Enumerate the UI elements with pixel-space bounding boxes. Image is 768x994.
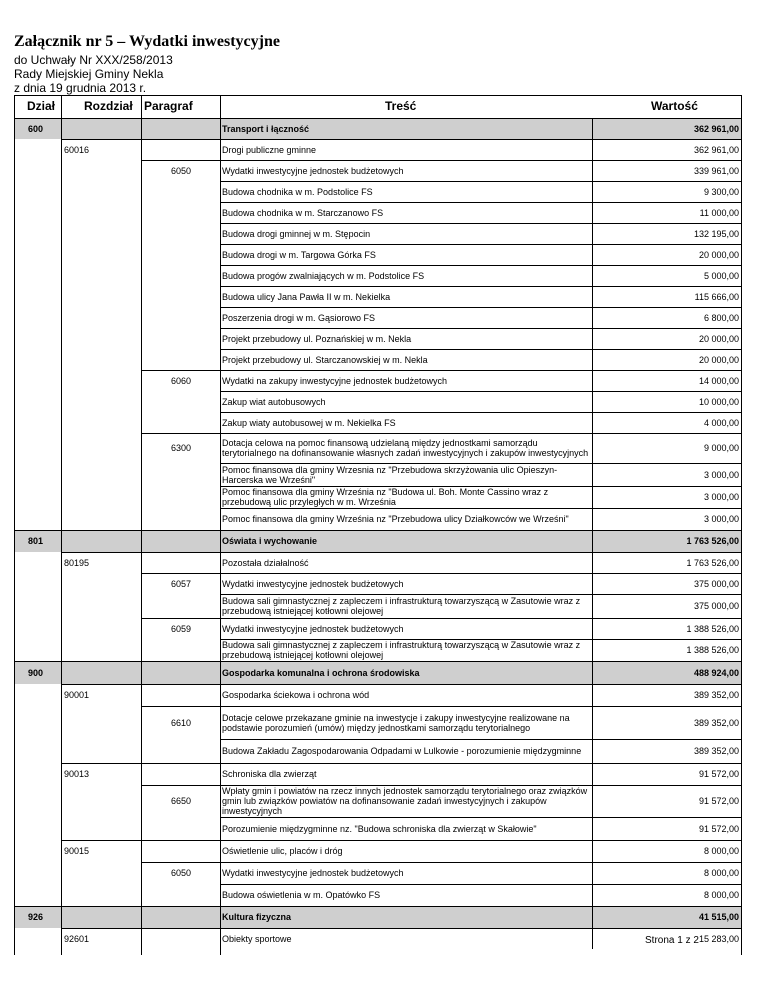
table-row	[61, 139, 741, 160]
row-description: Porozumienie międzygminne nz. "Budowa schroniska dla zwierząt w Skałowie"	[222, 823, 537, 834]
table-row	[171, 618, 741, 639]
row-description: Budowa chodnika w m. Podstolice FS	[222, 186, 373, 197]
grid-line-vertical	[592, 286, 593, 307]
row-amount: 488 924,00	[693, 667, 739, 678]
table-row	[220, 307, 741, 328]
grid-line-horizontal	[220, 884, 741, 885]
row-description: Wpłaty gmin i powiatów na rzecz innych jednostek samorządu terytorialnego oraz związków gmin lub związków powiatów na dofinansowanie zadań inwestycyjnych i zakupów inwestycyjnych	[222, 786, 588, 816]
table-row	[220, 265, 741, 286]
row-description: Zakup wiaty autobusowej w m. Nekielka FS	[222, 417, 396, 428]
grid-line-horizontal	[14, 530, 741, 531]
grid-line-vertical	[61, 95, 62, 955]
grid-line-horizontal	[141, 785, 741, 786]
grid-line-horizontal	[220, 181, 741, 182]
grid-line-vertical	[592, 661, 593, 684]
row-code: 6057	[171, 578, 192, 589]
row-description: Projekt przebudowy ul. Poznańskiej w m. Nekla	[222, 333, 412, 344]
grid-line-vertical	[592, 785, 593, 817]
table-row	[220, 223, 741, 244]
grid-line-vertical	[592, 706, 593, 739]
row-amount: 41 515,00	[698, 912, 739, 922]
row-description: Wydatki inwestycyjne jednostek budżetowych	[222, 578, 404, 589]
grid-line-horizontal	[220, 739, 741, 740]
row-description: Gospodarka ściekowa i ochrona wód	[222, 690, 370, 700]
grid-line-vertical	[592, 202, 593, 223]
grid-line-vertical	[592, 840, 593, 862]
table-row	[220, 349, 741, 370]
row-amount: 6 800,00	[703, 312, 739, 323]
table-row	[61, 928, 741, 949]
grid-line-horizontal	[14, 906, 741, 907]
row-amount: 1 763 526,00	[686, 536, 739, 546]
grid-line-horizontal	[61, 763, 741, 764]
row-code: 926	[28, 912, 44, 922]
grid-line-vertical	[592, 349, 593, 370]
row-description: Schroniska dla zwierząt	[222, 769, 317, 779]
row-amount: 20 000,00	[698, 333, 739, 344]
grid-line-horizontal	[61, 552, 741, 553]
row-description: Oświetlenie ulic, placów i dróg	[222, 846, 343, 856]
grid-line-vertical	[220, 95, 221, 955]
row-amount: 1 763 526,00	[686, 557, 739, 568]
grid-line-vertical	[14, 95, 15, 955]
row-description: Pomoc finansowa dla gminy Września nz "Przebudowa ulicy Działkowców we Wrześni"	[222, 514, 569, 524]
grid-line-horizontal	[61, 684, 741, 685]
grid-line-horizontal	[61, 928, 741, 929]
grid-line-vertical	[592, 552, 593, 573]
table-row	[220, 244, 741, 265]
grid-line-vertical	[592, 573, 593, 594]
table-row	[220, 328, 741, 349]
grid-line-vertical	[592, 223, 593, 244]
document-title: Załącznik nr 5 – Wydatki inwestycyjne	[14, 33, 280, 50]
row-amount: 3 000,00	[703, 469, 739, 480]
table-row-dzial	[14, 530, 741, 552]
row-amount: 10 000,00	[698, 396, 739, 407]
row-amount: 20 000,00	[698, 249, 739, 260]
row-description: Oświata i wychowanie	[222, 536, 318, 546]
grid-line-horizontal	[220, 265, 741, 266]
row-code: 80195	[64, 557, 90, 568]
row-amount: 362 961,00	[693, 144, 739, 155]
row-description: Budowa oświetlenia w m. Opatówko FS	[222, 890, 381, 900]
row-amount: 11 000,00	[699, 207, 739, 218]
grid-line-horizontal	[220, 307, 741, 308]
table-row	[220, 202, 741, 223]
row-code: 6650	[171, 796, 192, 806]
row-description: Budowa ulicy Jana Pawła II w m. Nekielka	[222, 291, 391, 302]
grid-line-vertical	[592, 463, 593, 486]
row-amount: 91 572,00	[698, 823, 739, 834]
table-header	[14, 95, 741, 120]
row-amount: 375 000,00	[693, 578, 739, 589]
row-description: Budowa drogi gminnej w m. Stępocin	[222, 228, 371, 239]
row-description: Kultura fizyczna	[222, 912, 292, 922]
row-amount: 115 666,00	[694, 291, 739, 302]
grid-line-vertical	[592, 884, 593, 906]
page-number: Strona 1 z 2	[645, 935, 699, 946]
row-description: Projekt przebudowy ul. Starczanowskiej w m. Nekla	[222, 354, 428, 365]
row-description: Pomoc finansowa dla gminy Września nz "Budowa ul. Boh. Monte Cassino wraz z przebudową ulic przyległych w m. Września	[222, 487, 549, 507]
grid-line-horizontal	[220, 328, 741, 329]
grid-line-vertical	[592, 618, 593, 639]
header-paragraf: Paragraf	[144, 99, 193, 113]
table-row	[171, 370, 741, 391]
row-amount: 339 961,00	[693, 165, 739, 176]
grid-line-vertical	[741, 95, 742, 955]
row-code: 600	[28, 123, 44, 134]
grid-line-horizontal	[141, 160, 741, 161]
row-amount: 375 000,00	[693, 601, 739, 611]
grid-line-horizontal	[220, 486, 741, 487]
grid-line-horizontal	[61, 840, 741, 841]
row-code: 6300	[171, 443, 192, 453]
table-row	[61, 684, 741, 706]
row-description: Poszerzenia drogi w m. Gąsiorowo FS	[222, 312, 376, 323]
table-row	[220, 412, 741, 433]
grid-line-horizontal	[220, 244, 741, 245]
table-row	[171, 573, 741, 594]
grid-line-horizontal	[220, 202, 741, 203]
row-description: Transport i łączność	[222, 123, 310, 134]
grid-line-horizontal	[141, 706, 741, 707]
row-amount: 3 000,00	[703, 492, 739, 502]
table-row	[220, 391, 741, 412]
grid-line-vertical	[592, 906, 593, 928]
subtitle-line-council: Rady Miejskiej Gminy Nekla	[14, 67, 164, 81]
document-subtitle	[14, 53, 173, 95]
grid-line-vertical	[592, 594, 593, 618]
header-tresc: Treść	[385, 99, 417, 113]
row-code: 90001	[64, 690, 90, 700]
grid-line-horizontal	[220, 391, 741, 392]
grid-line-horizontal	[220, 412, 741, 413]
row-code: 6050	[171, 165, 192, 176]
grid-line-horizontal	[61, 139, 741, 140]
row-description: Budowa Zakładu Zagospodarowania Odpadami w Lulkowie - porozumienie międzygminne	[222, 746, 582, 756]
row-code: 6060	[171, 375, 192, 386]
table-row	[61, 763, 741, 785]
grid-line-vertical	[592, 530, 593, 552]
grid-line-vertical	[592, 118, 593, 139]
grid-line-vertical	[592, 370, 593, 391]
grid-line-vertical	[592, 817, 593, 840]
grid-line-horizontal	[220, 286, 741, 287]
grid-line-vertical	[592, 433, 593, 463]
row-description: Wydatki inwestycyjne jednostek budżetowych	[222, 165, 404, 176]
row-description: Pomoc finansowa dla gminy Wrzesnia nz "Przebudowa skrzyżowania ulic Opieszyn-Harcerska we Wrześni"	[222, 464, 558, 485]
grid-line-horizontal	[220, 594, 741, 595]
grid-line-horizontal	[220, 349, 741, 350]
row-amount: 9 000,00	[703, 443, 739, 453]
row-amount: 20 000,00	[698, 354, 739, 365]
header-wartosc: Wartość	[651, 99, 698, 113]
table-row	[220, 817, 741, 840]
grid-line-vertical	[592, 486, 593, 508]
grid-line-vertical	[592, 391, 593, 412]
table-row-dzial	[14, 906, 741, 928]
grid-line-horizontal	[220, 463, 741, 464]
row-description: Dotacja celowa na pomoc finansową udzielaną między jednostkami samorządu terytorialnego na dofinansowanie własnych zadań inwestycyjnych i zakupów inwestycyjnych	[222, 438, 589, 458]
row-code: 801	[28, 536, 44, 546]
row-amount: 8 000,00	[703, 890, 739, 900]
row-code: 60016	[64, 144, 90, 155]
table-row	[220, 739, 741, 763]
grid-line-vertical	[592, 139, 593, 160]
table-row	[171, 785, 741, 817]
row-description: Budowa chodnika w m. Starczanowo FS	[222, 207, 384, 218]
row-amount: 9 300,00	[703, 186, 739, 197]
row-code: 900	[28, 667, 44, 678]
grid-line-horizontal	[14, 661, 741, 662]
table-row	[171, 862, 741, 884]
row-code: 90013	[64, 769, 90, 779]
row-amount: 91 572,00	[698, 769, 739, 779]
grid-line-horizontal	[220, 223, 741, 224]
grid-line-vertical	[592, 412, 593, 433]
table-row	[220, 486, 741, 508]
grid-line-horizontal	[141, 573, 741, 574]
table-row	[171, 433, 741, 463]
row-amount: 389 352,00	[693, 717, 739, 728]
row-description: Wydatki inwestycyjne jednostek budżetowych	[222, 868, 404, 878]
header-rozdzial: Rozdział	[84, 99, 133, 113]
row-description: Dotacje celowe przekazane gminie na inwestycje i zakupy inwestycyjne realizowane na podstawie porozumień (umów) między jednostkami samorządu terytorialnego	[222, 712, 570, 733]
table-row	[171, 706, 741, 739]
row-amount: 91 572,00	[698, 796, 739, 806]
header-dzial: Dział	[27, 99, 56, 113]
grid-line-vertical	[592, 328, 593, 349]
grid-line-horizontal	[141, 862, 741, 863]
row-amount: 1 388 526,00	[686, 623, 739, 634]
row-description: Gospodarka komunalna i ochrona środowiska	[222, 667, 420, 678]
table-row	[220, 463, 741, 486]
row-amount: 15 283,00	[698, 933, 739, 944]
row-description: Zakup wiat autobusowych	[222, 396, 326, 407]
table-row	[220, 884, 741, 906]
row-code: 92601	[64, 933, 90, 944]
row-amount: 132 195,00	[693, 228, 739, 239]
table-row	[61, 552, 741, 573]
grid-line-vertical	[592, 862, 593, 884]
grid-line-horizontal	[220, 508, 741, 509]
grid-line-horizontal	[141, 370, 741, 371]
table-row	[220, 286, 741, 307]
row-amount: 1 388 526,00	[686, 645, 739, 655]
grid-line-horizontal	[141, 433, 741, 434]
row-amount: 389 352,00	[693, 746, 739, 756]
grid-line-horizontal	[220, 639, 741, 640]
row-amount: 4 000,00	[703, 417, 739, 428]
grid-line-vertical	[592, 265, 593, 286]
grid-line-vertical	[592, 763, 593, 785]
table-row	[220, 181, 741, 202]
subtitle-line-resolution: do Uchwały Nr XXX/258/2013	[14, 53, 173, 67]
row-amount: 362 961,00	[693, 123, 739, 134]
row-amount: 8 000,00	[703, 868, 739, 878]
row-amount: 3 000,00	[703, 514, 739, 524]
row-amount: 5 000,00	[703, 270, 739, 281]
grid-line-horizontal	[220, 817, 741, 818]
row-amount: 389 352,00	[693, 690, 739, 700]
grid-line-horizontal	[141, 618, 741, 619]
row-description: Pozostała działalność	[222, 557, 309, 568]
grid-line-vertical	[592, 160, 593, 181]
row-code: 6059	[171, 623, 192, 634]
grid-line-vertical	[592, 739, 593, 763]
row-amount: 8 000,00	[703, 846, 739, 856]
row-description: Drogi publiczne gminne	[222, 144, 317, 155]
table-row	[61, 840, 741, 862]
grid-line-horizontal	[14, 118, 741, 119]
grid-line-vertical	[592, 181, 593, 202]
grid-line-vertical	[592, 639, 593, 661]
table-row	[220, 594, 741, 618]
row-description: Wydatki na zakupy inwestycyjne jednostek budżetowych	[222, 375, 448, 386]
row-code: 6610	[171, 717, 192, 728]
row-description: Budowa progów zwalniających w m. Podstolice FS	[222, 270, 425, 281]
row-description: Budowa sali gimnastycznej z zapleczem i infrastrukturą towarzyszącą w Zasutowie wraz z przebudową istniejącej kotłowni olejowej	[222, 640, 581, 660]
grid-line-vertical	[592, 684, 593, 706]
table-row	[171, 160, 741, 181]
row-code: 6050	[171, 868, 192, 878]
grid-line-vertical	[592, 508, 593, 530]
grid-line-vertical	[141, 95, 142, 955]
table-row	[220, 508, 741, 530]
subtitle-line-date: z dnia 19 grudnia 2013 r.	[14, 81, 147, 95]
table-row	[220, 639, 741, 661]
table-row-dzial	[14, 661, 741, 684]
row-description: Budowa drogi w m. Targowa Górka FS	[222, 249, 376, 260]
row-description: Wydatki inwestycyjne jednostek budżetowych	[222, 623, 404, 634]
row-description: Obiekty sportowe	[222, 933, 292, 944]
table-row-dzial	[14, 118, 741, 139]
row-description: Budowa sali gimnastycznej z zapleczem i infrastrukturą towarzyszącą w Zasutowie wraz z przebudową istniejącej kotłowni olejowej	[222, 596, 581, 616]
grid-line-vertical	[592, 307, 593, 328]
grid-line-vertical	[592, 928, 593, 949]
grid-line-vertical	[592, 244, 593, 265]
row-amount: 14 000,00	[698, 375, 739, 386]
row-code: 90015	[64, 846, 90, 856]
